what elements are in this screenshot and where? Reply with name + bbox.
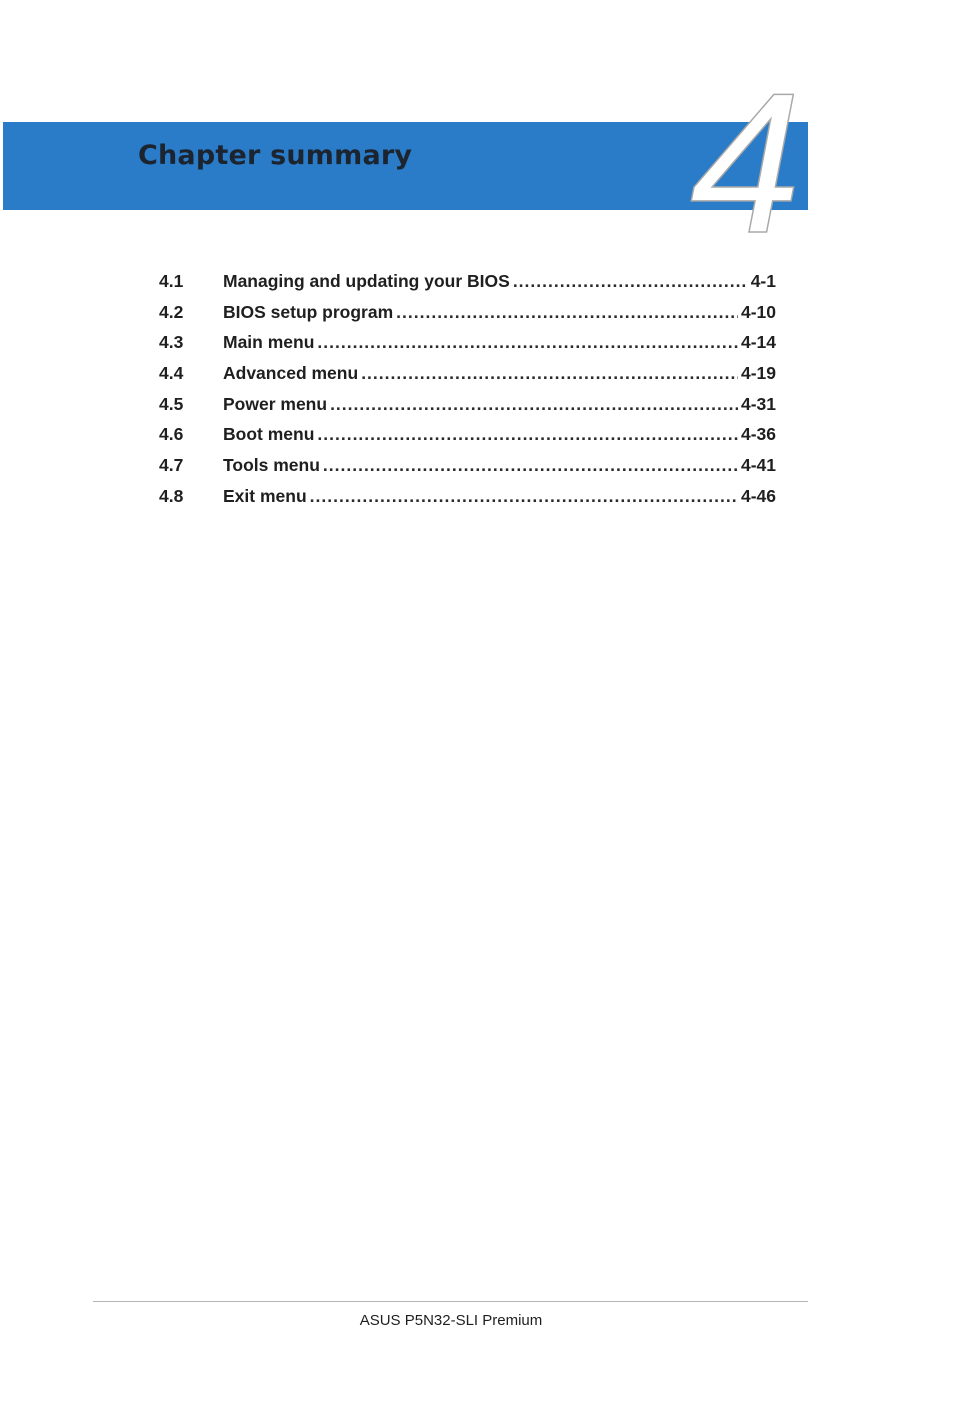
chapter-number-graphic: [690, 52, 820, 275]
toc-leader-dots: [317, 329, 738, 355]
toc-title: Power menu: [223, 393, 328, 414]
chapter-number: 4: [690, 52, 802, 275]
toc-leader-dots: [317, 421, 738, 447]
toc-number: 4.8: [159, 485, 184, 506]
toc-page: 4-10: [740, 301, 776, 322]
toc-leader-dots: [310, 483, 738, 509]
toc-page: 4-31: [740, 393, 776, 414]
toc-entry-4-1[interactable]: [159, 268, 776, 299]
toc-leader-dots: [396, 299, 738, 325]
toc-page: 4-14: [740, 332, 776, 353]
toc-title: Tools menu: [223, 455, 320, 476]
toc-entry-4-7[interactable]: [159, 452, 776, 483]
toc-title: Exit menu: [223, 485, 307, 506]
toc-page: 4-36: [740, 424, 776, 445]
toc-entry-4-5[interactable]: [159, 391, 776, 422]
toc-number: 4.2: [159, 301, 184, 322]
toc-number: 4.4: [159, 363, 184, 384]
toc-title: Advanced menu: [223, 363, 359, 384]
toc-page: 4-1: [750, 271, 776, 291]
toc-number: 4.6: [159, 424, 184, 445]
toc-entry-4-4[interactable]: [159, 360, 776, 391]
toc-title: BIOS setup program: [223, 301, 394, 322]
toc-entry-4-8[interactable]: [159, 483, 776, 514]
toc-leader-dots: [361, 360, 738, 386]
toc-entry-4-3[interactable]: [159, 329, 776, 360]
toc-title: Boot menu: [223, 424, 315, 445]
toc-leader-dots: [323, 452, 738, 478]
toc-title: Main menu: [223, 332, 315, 353]
toc-title: Managing and updating your BIOS: [223, 271, 510, 291]
toc-number: 4.7: [159, 455, 184, 476]
page-title: Chapter summary: [138, 140, 413, 171]
toc-number: 4.1: [159, 271, 184, 291]
toc-entry-4-2[interactable]: [159, 299, 776, 330]
toc-page: 4-19: [740, 363, 776, 384]
toc-leader-dots: [513, 268, 748, 294]
footer-divider: [93, 1301, 808, 1302]
toc-number: 4.3: [159, 332, 184, 353]
table-of-contents: [159, 268, 776, 514]
toc-page: 4-41: [740, 455, 776, 476]
footer-product-name: ASUS P5N32-SLI Premium: [359, 1312, 543, 1329]
toc-leader-dots: [330, 391, 738, 417]
toc-page: 4-46: [740, 485, 776, 506]
toc-number: 4.5: [159, 393, 184, 414]
toc-entry-4-6[interactable]: [159, 421, 776, 452]
